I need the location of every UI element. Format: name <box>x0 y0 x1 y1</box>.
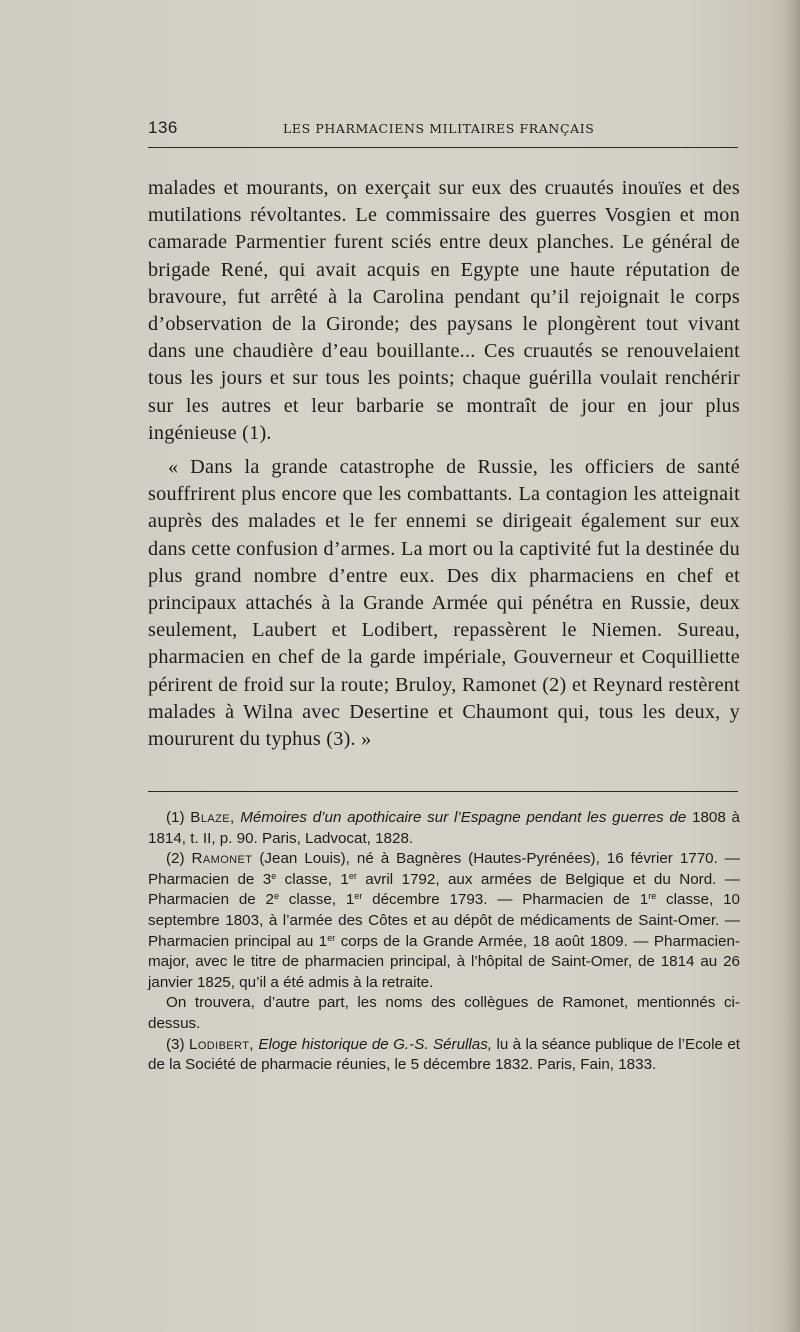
footnote-2-sup-6: er <box>327 932 336 943</box>
footnote-3-title: Eloge historique de G.-S. Sérullas, <box>258 1035 493 1053</box>
footnote-2-continuation: On trouvera, d’autre part, les noms des collègues de Ramonet, mentionnés ci-dessus. <box>148 994 740 1032</box>
footnote-1-details: 1808 à 1814, t. II, p. 90. Paris, Ladvocat, 1828. <box>148 809 740 847</box>
footnote-3 <box>148 1035 740 1076</box>
footnote-2-sup-2: er <box>348 870 357 881</box>
footnote-3-details: lu à la séance publique de l’Ecole et de la Société de pharmacie réunies, le 5 décembre 1832. Paris, Fain, 1833. <box>148 1035 740 1074</box>
paragraph-2: « Dans la grande catastrophe de Russie, les officiers de santé souffrirent plus encore que les combattants. La contagion les atteignait auprès des malades et le fer ennemi se dirigeait également sur eux dans cette confusion d’armes. La mort ou la captivité fut la destinée du plus grand nombre d’entre eux. Des dix pharmaciens en chef et principaux attachés à la Grande Armée qui pénétra en Russie, deux seulement, Laubert et Lodibert, repassèrent le Niemen. Sureau, pharmacien en chef de la garde impériale, Gouverneur et Coquilliette périrent de froid sur la route; Bruloy, Ramonet (2) et Reynard restèrent malades à Wilna avec Desertine et Chaumont qui, tous les deux, y moururent du typhus (3). » <box>148 456 740 751</box>
footnote-2-text-1: (Jean Louis), né à Bagnères (Hautes-Pyrénées), 16 février 1770. — Pharmacien de 3 <box>148 850 740 888</box>
footnote-3-author: Lodibert, <box>188 1035 254 1053</box>
footnote-2-sup-4: er <box>354 891 363 902</box>
footnote-2 <box>148 849 740 993</box>
footnote-2-text-4: classe, 1 <box>279 891 355 909</box>
page-edge-shadow <box>786 0 800 1332</box>
footnote-2-text-2: classe, 1 <box>276 870 349 888</box>
footnote-rule <box>148 791 738 792</box>
header-rule <box>148 147 738 148</box>
footnote-3-number: (3) <box>166 1035 185 1053</box>
footnote-2-text-7: corps de la Grande Armée, 18 août 1809. — Pharmacien-major, avec le titre de pharmacien principal, à l’hôpital de Saint-Omer, de 1814 au 26 janvier 1825, qu’il a été admis à la retraite. <box>148 932 740 991</box>
footnote-1-number: (1) <box>166 809 185 826</box>
main-text <box>148 175 740 753</box>
footnote-2-number: (2) <box>166 850 185 868</box>
running-title: LES PHARMACIENS MILITAIRES FRANÇAIS <box>283 121 595 136</box>
footnote-2-text-3: avril 1792, aux armées de Belgique et du Nord. — Pharmacien de 2 <box>148 870 740 909</box>
footnote-1 <box>148 808 740 849</box>
footnote-2-sup-5: re <box>648 891 657 902</box>
footnote-2-text-5: décembre 1793. — Pharmacien de 1 <box>362 891 649 909</box>
footnote-1-author: Blaze, <box>190 809 235 826</box>
footnote-1-title: Mémoires d’un apothicaire sur l’Espagne pendant les guerres de <box>240 809 687 826</box>
footnotes <box>148 808 740 1076</box>
footnote-2-author: Ramonet <box>191 850 253 868</box>
footnote-2-text-6: classe, 10 septembre 1803, à l’armée des Côtes et au dépôt de médicaments de Saint-Omer. — Pharmacien principal au 1 <box>148 891 740 950</box>
paragraph-1: malades et mourants, on exerçait sur eux des cruautés inouïes et des mutilations révoltantes. Le commissaire des guerres Vosgien et mon camarade Parmentier furent sciés entre deux planches. Le général de brigade René, qui avait acquis en Egypte une haute réputation de bravoure, fut arrêté à la Carolina pendant qu’il rejoignait le corps d’observation de la Gironde; des paysans le plongèrent tout vivant dans une chaudière d’eau bouillante... Ces cruautés se renouvelaient tous les jours et sur tous les points; chaque guérilla voulait renchérir sur les autres et leur barbarie se montraît de jour en jour plus ingénieuse (1). <box>148 177 740 444</box>
page-number: 136 <box>148 118 178 137</box>
footnote-2-sup-1: e <box>271 870 277 881</box>
footnote-2-sup-3: e <box>273 891 279 902</box>
page-header <box>148 118 738 146</box>
